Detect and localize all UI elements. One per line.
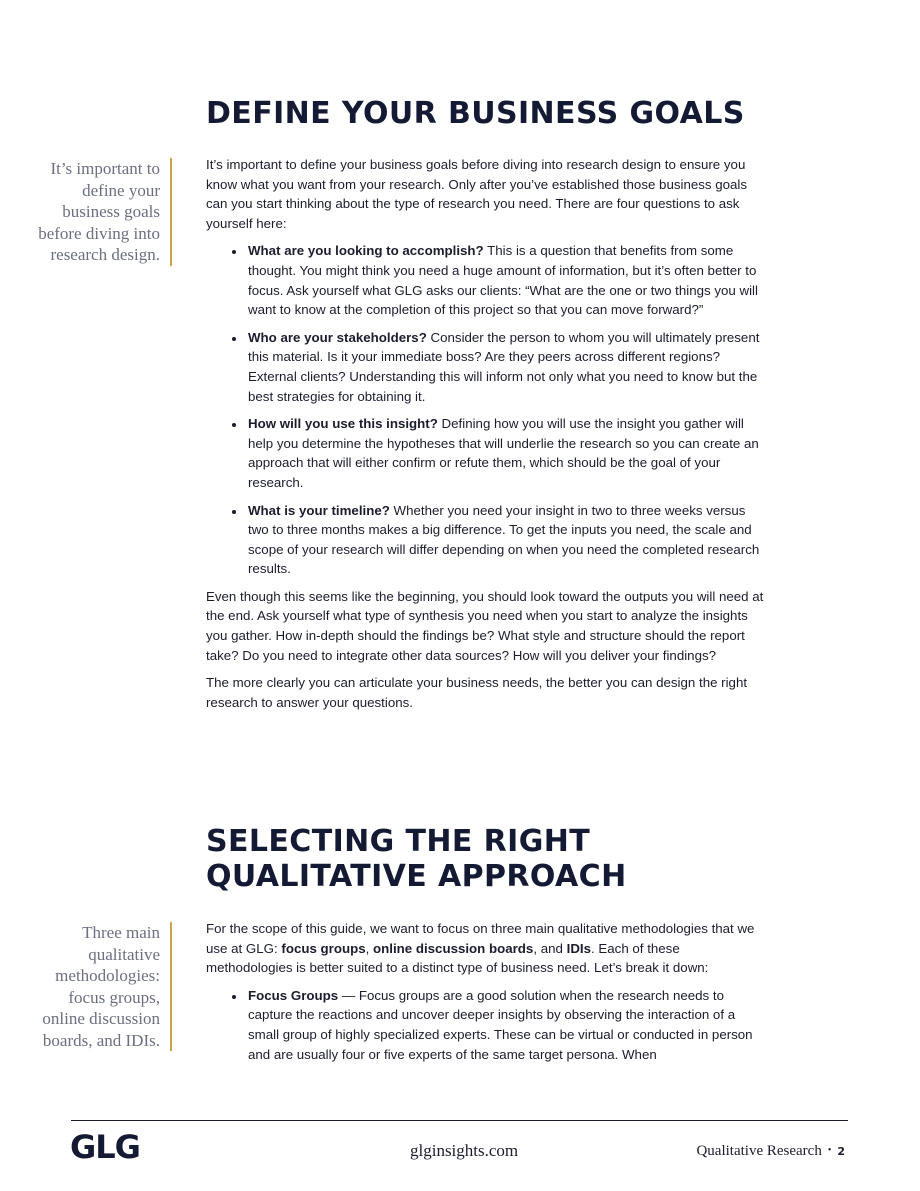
method-online-boards: online discussion boards — [373, 940, 534, 956]
list-item-text: This is a question that benefits from some thought. You might think you need a huge amount of information, but it’s often better to focus. Ask yourself what GLG asks our clients: “What are the one or two things you will want to know at the completion of this project so that you can move forward?” — [248, 243, 758, 318]
section-body — [206, 919, 766, 1072]
list-item-lead: What are you looking to accomplish? — [248, 243, 484, 259]
footer-doc-label — [696, 1143, 845, 1160]
intro-paragraph — [206, 919, 766, 978]
list-item — [246, 328, 766, 406]
list-item — [246, 501, 766, 579]
outputs-paragraph: Even though this seems like the beginning, you should look toward the outputs you will need at the end. Ask yourself what type of synthesis you need when you start to analyze the insights you gather. How in-depth should the findings be? What style and structure should the report take? Do you need to integrate other data sources? How will you deliver your findings? — [206, 588, 764, 663]
section-heading-qualitative-approach — [206, 824, 627, 894]
list-item-text: — Focus groups are a good solution when the research needs to capture the reactions and uncover deeper insights by observing the interaction of a small group of highly specialized experts. These can be virtual or conducted in person and are usually four or five experts of the same target persona. When — [248, 987, 753, 1062]
website-url: glginsights.com — [410, 1141, 519, 1160]
list-item — [246, 414, 766, 492]
footer-divider — [71, 1120, 848, 1121]
intro-text: , — [365, 940, 373, 956]
question-list — [206, 241, 766, 579]
method-idis: IDIs — [566, 940, 592, 956]
glg-logo: GLG — [70, 1128, 140, 1166]
method-focus-groups: focus groups — [281, 940, 366, 956]
section-heading-business-goals: DEFINE YOUR BUSINESS GOALS — [206, 96, 745, 131]
pull-quote: It’s important to define your business goals before diving into research design. — [33, 158, 172, 266]
page-number: 2 — [837, 1145, 845, 1158]
list-item-lead: How will you use this insight? — [248, 416, 438, 432]
intro-text: For the scope of this guide, we want to focus on three main qualitative methodologies that we use at GLG: — [206, 921, 755, 956]
list-item-lead: Focus Groups — [248, 987, 339, 1003]
section-body — [206, 155, 766, 720]
pull-quote: Three main qualitative methodologies: focus groups, online discussion boards, and IDIs. — [33, 922, 172, 1051]
list-item — [246, 241, 766, 319]
intro-text: . Each of these methodologies is better suited to a distinct type of business need. Let’s break it down: — [206, 940, 709, 976]
intro-paragraph: It’s important to define your business goals before diving into research design to ensure you know what you want from your research. Only after you’ve established those business goals can you start thinking about the type of research you need. There are four questions to ask yourself here: — [206, 157, 748, 231]
list-item-text: Consider the person to whom you will ultimately present this material. Is it your immediate boss? Are they peers across different regions? External clients? Understanding this will inform not only what you need to know but the best strategies for obtaining it. — [248, 329, 760, 404]
list-item-lead: What is your timeline? — [248, 502, 390, 518]
heading-line: SELECTING THE RIGHT — [206, 824, 591, 859]
closing-paragraph: The more clearly you can articulate your business needs, the better you can design the right research to answer your questions. — [206, 675, 748, 710]
list-item-lead: Who are your stakeholders? — [248, 329, 427, 345]
methods-list — [206, 986, 766, 1064]
doc-title: Qualitative Research — [696, 1143, 822, 1159]
intro-text: , and — [533, 940, 567, 956]
list-item-text: Whether you need your insight in two to three weeks versus two to three months makes a big difference. To get the inputs you need, the scale and scope of your research will differ depending on when you need the completed research results. — [248, 502, 760, 577]
list-item — [246, 986, 766, 1064]
list-item-text: Defining how you will use the insight you gather will help you determine the hypotheses that will underlie the research so you can create an approach that will either confirm or refute them, which should be the goal of your research. — [248, 416, 759, 490]
heading-line: QUALITATIVE APPROACH — [206, 859, 627, 894]
bullet-separator: • — [827, 1145, 832, 1156]
